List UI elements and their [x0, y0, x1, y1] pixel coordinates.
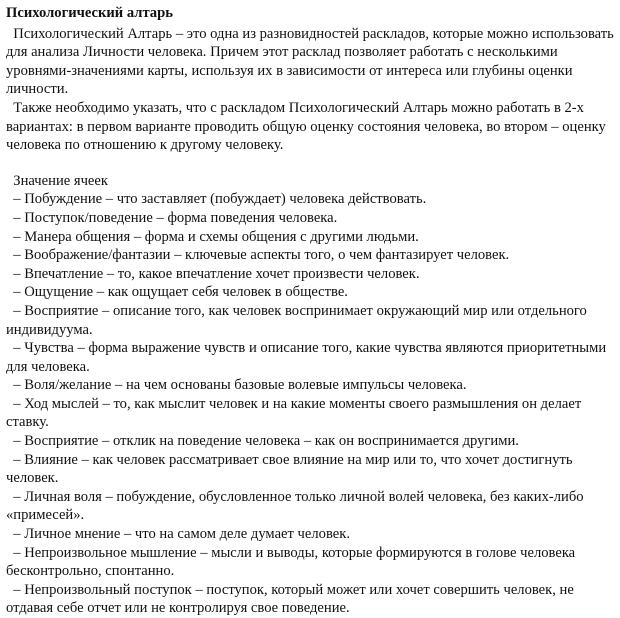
list-item: – Манера общения – форма и схемы общения с другими людьми.: [6, 228, 419, 245]
document-page: [6, 4, 616, 618]
list-item: – Воображение/фантазии – ключевые аспекты того, о чем фантазирует человек.: [6, 247, 510, 264]
paragraph-spacer: [6, 155, 616, 172]
list-item: – Воля/желание – на чем основаны базовые волевые импульсы человека.: [6, 377, 467, 394]
list-item: – Непроизвольный поступок – поступок, который может или хочет совершить человек, не отдавая себе отчет или не контролируя свое поведение.: [6, 581, 578, 617]
list-item: – Побуждение – что заставляет (побуждает) человека действовать.: [6, 191, 427, 208]
list-item: – Ход мыслей – то, как мыслит человек и на какие моменты своего размышления он делает ставку.: [6, 395, 585, 431]
list-item: – Личное мнение – что на самом деле думает человек.: [6, 526, 350, 543]
list-item: – Ощущение – как ощущает себя человек в обществе.: [6, 284, 348, 301]
intro-paragraph-2: Также необходимо указать, что с раскладом Психологический Алтарь можно работать в 2-х вариантах: в первом варианте проводить общую оценку состояния человека, во втором – оценку человека по отношению к другому человеку.: [6, 99, 610, 154]
list-item: – Чувства – форма выражение чувств и описание того, какие чувства являются приоритетными для человека.: [6, 340, 610, 375]
list-item: – Поступок/поведение – форма поведения человека.: [6, 209, 338, 226]
list-item: – Восприятие – отклик на поведение человека – как он воспринимается другими.: [6, 433, 519, 450]
section-heading: Значение ячеек: [6, 172, 108, 189]
cell-meanings-list: [6, 190, 616, 618]
list-item: – Непроизвольное мышление – мысли и выводы, которые формируются в голове человека бесконтрольно, спонтанно.: [6, 544, 579, 580]
document-title: Психологический алтарь: [6, 5, 173, 21]
list-item: – Восприятие – описание того, как человек воспринимает окружающий мир или отдельного индивидуума.: [6, 302, 591, 338]
list-item: – Впечатление – то, какое впечатление хочет произвести человек.: [6, 265, 420, 282]
list-item: – Влияние – как человек рассматривает свое влияние на мир или то, что хочет достигнуть человек.: [6, 451, 577, 487]
list-item: – Личная воля – побуждение, обусловленное только личной волей человека, без каких-либо «примесей».: [6, 488, 588, 524]
intro-paragraph-1: Психологический Алтарь – это одна из разновидностей раскладов, которые можно использовать для анализа Личности человека. Причем этот расклад позволяет работать с несколькими уровнями-значениями карты, используя их в зависимости от интереса или глубины оценки личности.: [6, 25, 618, 98]
